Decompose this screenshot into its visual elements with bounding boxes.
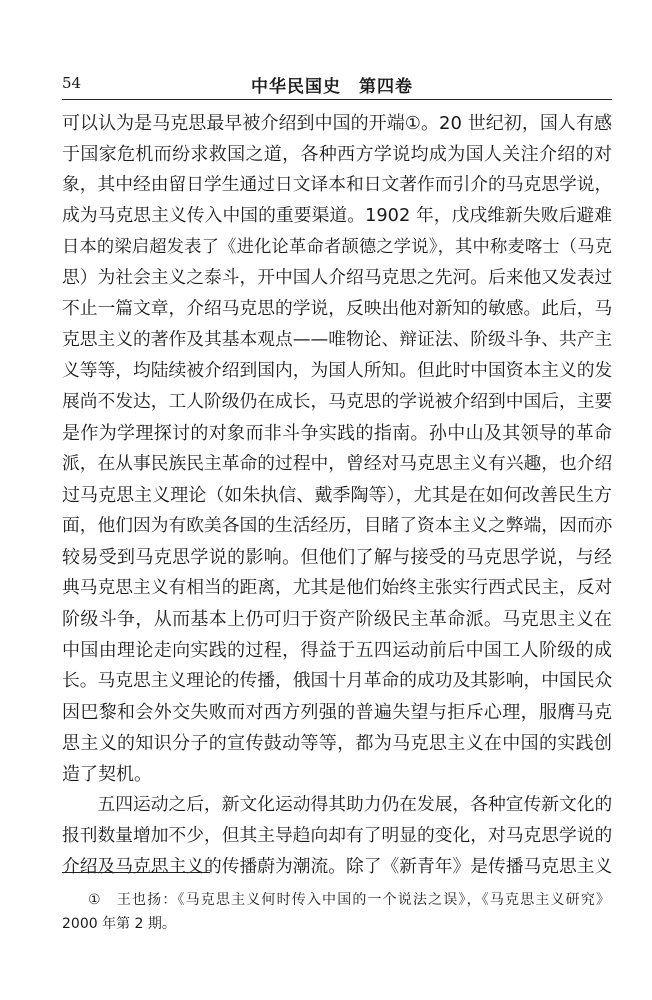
text-line: 报刊数量增加不少，但其主导趋向却有了明显的变化，对马克思学说的 xyxy=(62,826,613,846)
text-line: 象，其中经由留日学生通过日文译本和日文著作而引介的马克思学说， xyxy=(62,175,613,195)
text-line: 派，在从事民族民主革命的过程中，曾经对马克思主义有兴趣，也介绍 xyxy=(62,454,613,474)
footnote-rule xyxy=(62,872,210,873)
text-line: 义等等，均陆续被介绍到国内，为国人所知。但此时中国资本主义的发 xyxy=(62,361,613,381)
paragraph-2 xyxy=(62,790,612,883)
text-line: 日本的梁启超发表了《进化论革命者颉德之学说》，其中称麦喀士（马克 xyxy=(62,237,612,257)
text-line: 不止一篇文章，介绍马克思的学说，反映出他对新知的敏感。此后，马 xyxy=(62,299,613,319)
footnote-line: 2000 年第 2 期。 xyxy=(62,916,176,932)
text-line: 中国由理论走向实践的过程，得益于五四运动前后中国工人阶级的成 xyxy=(62,640,612,661)
header-rule xyxy=(62,99,612,100)
text-line: 典马克思主义有相当的距离，尤其是他们始终主张实行西式民主，反对 xyxy=(62,578,613,598)
paragraph-1 xyxy=(62,108,612,790)
text-line: 因巴黎和会外交失败而对西方列强的普遍失望与拒斥心理，服膺马克 xyxy=(62,702,612,723)
text-line: 面，他们因为有欧美各国的生活经历，目睹了资本主义之弊端，因而亦 xyxy=(62,516,613,536)
running-title: 中华民国史 第四卷 xyxy=(251,77,413,97)
text-line: 成为马克思主义传入中国的重要渠道。1902 年，戊戌维新失败后避难 xyxy=(62,206,612,226)
page-number: 54 xyxy=(62,74,82,92)
text-line: 长。马克思主义理论的传播，俄国十月革命的成功及其影响，中国民众 xyxy=(62,671,613,691)
text-line: 过马克思主义理论（如朱执信、戴季陶等），尤其是在如何改善民生方 xyxy=(62,485,612,506)
footnote xyxy=(62,888,610,936)
text-line: 较易受到马克思学说的影响。但他们了解与接受的马克思学说，与经 xyxy=(62,547,612,568)
text-line: 思主义的知识分子的宣传鼓动等等，都为马克思主义在中国的实践创 xyxy=(62,733,612,754)
text-line: 可以认为是马克思最早被介绍到中国的开端①。20 世纪初，国人有感 xyxy=(62,113,612,134)
text-line: 是作为学理探讨的对象而非斗争实践的指南。孙中山及其领导的革命 xyxy=(62,423,612,444)
text-line: 展尚不发达，工人阶级仍在成长，马克思的学说被介绍到中国后，主要 xyxy=(62,392,613,412)
page-header xyxy=(62,70,602,98)
footnote-line: ① 王也扬：《马克思主义何时传入中国的一个说法之误》，《马克思主义研究》 xyxy=(88,892,610,908)
text-line: 阶级斗争，从而基本上仍可归于资产阶级民主革命派。马克思主义在 xyxy=(62,609,612,630)
text-line: 思）为社会主义之泰斗，开中国人介绍马克思之先河。后来他又发表过 xyxy=(62,268,613,288)
text-line: 克思主义的著作及其基本观点——唯物论、辩证法、阶级斗争、共产主 xyxy=(62,330,613,350)
body-text xyxy=(62,108,612,883)
text-line: 于国家危机而纷求救国之道，各种西方学说均成为国人关注介绍的对 xyxy=(62,144,612,165)
text-line: 介绍及马克思主义的传播蔚为潮流。除了《新青年》是传播马克思主义 xyxy=(62,857,613,877)
text-line: 造了契机。 xyxy=(62,764,152,785)
text-line: 五四运动之后，新文化运动得其助力仍在发展，各种宣传新文化的 xyxy=(62,795,613,815)
